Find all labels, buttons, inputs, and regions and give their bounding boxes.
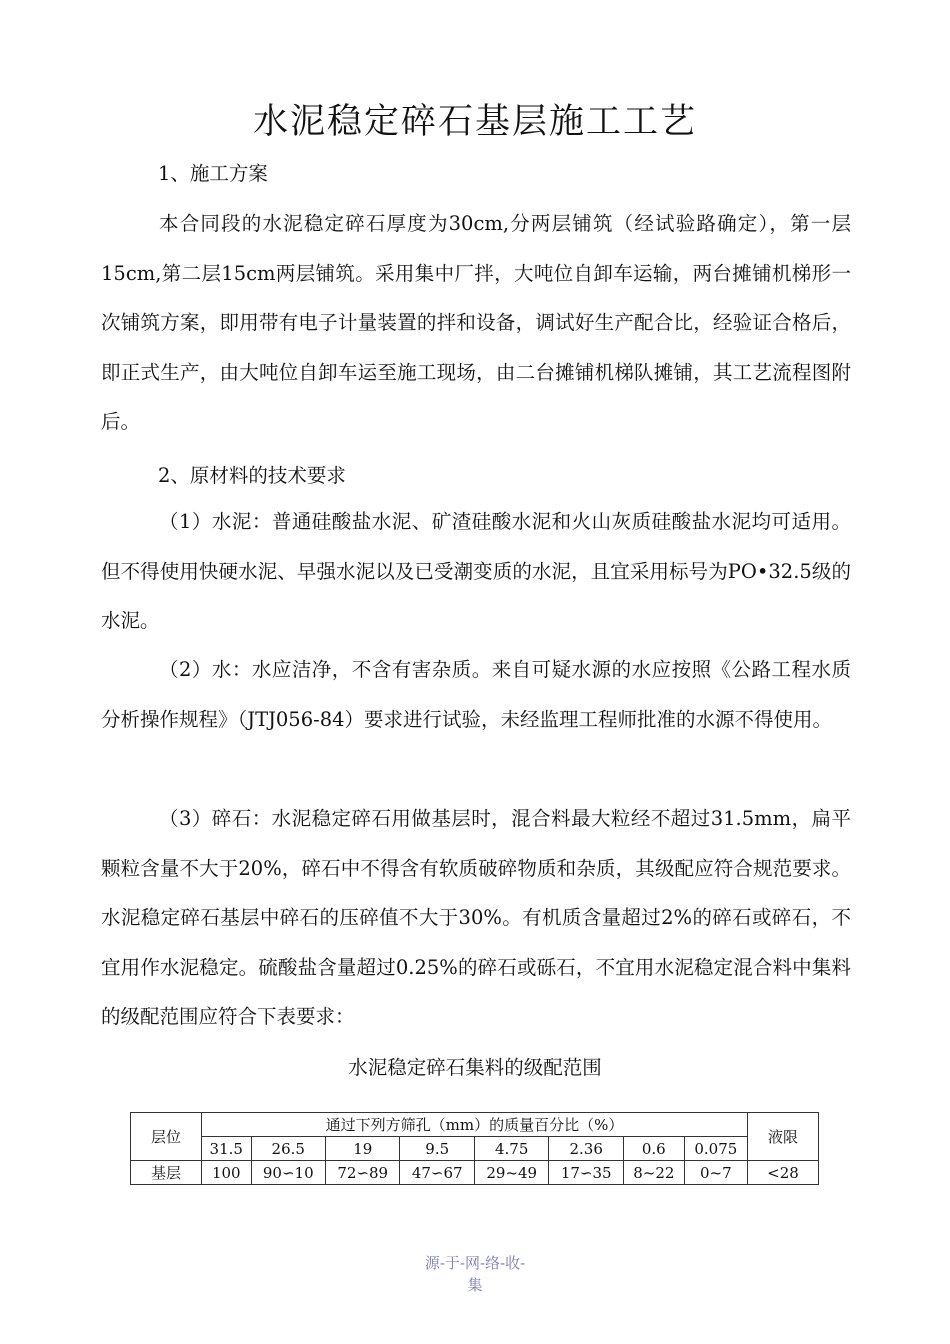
value-cell: 72∽89 xyxy=(326,1161,400,1185)
footer-watermark-line1: 源-于-网-络-收- xyxy=(424,1254,526,1272)
footer-watermark-line2: 集 xyxy=(467,1276,483,1294)
liquid-limit-value-cell: <28 xyxy=(748,1161,819,1185)
header-sieve-group-cell: 通过下列方筛孔（mm）的质量百分比（%） xyxy=(202,1113,748,1137)
sieve-size-cell: 0.6 xyxy=(623,1137,684,1161)
value-cell: 17∽35 xyxy=(549,1161,623,1185)
row-label-cell: 基层 xyxy=(131,1161,202,1185)
grading-table xyxy=(130,1112,819,1185)
value-cell: 0~7 xyxy=(684,1161,747,1185)
table-sieve-row xyxy=(131,1137,819,1161)
section-heading-material-requirements: 2、原材料的技术要求 xyxy=(158,464,346,487)
value-cell: 8~22 xyxy=(623,1161,684,1185)
table-row xyxy=(131,1161,819,1185)
sieve-size-cell: 0.075 xyxy=(684,1137,747,1161)
paragraph-construction-plan: 本合同段的水泥稳定碎石厚度为30cm,分两层铺筑（经试验路确定），第一层15cm,第二层15cm两层铺筑。采用集中厂拌，大吨位自卸车运输，两台摊铺机梯形一次铺筑方案，即用带有电子计量装置的拌和设备，调试好生产配合比，经验证合格后，即正式生产，由大吨位自卸车运至施工现场，由二台摊铺机梯队摊铺，其工艺流程图附后。 xyxy=(101,212,851,433)
value-cell: 100 xyxy=(202,1161,252,1185)
header-liquid-limit-cell: 液限 xyxy=(748,1113,819,1161)
paragraph-gravel: （3）碎石：水泥稳定碎石用做基层时，混合料最大粒经不超过31.5mm，扁平颗粒含量不大于20%，碎石中不得含有软质破碎物质和杂质，其级配应符合规范要求。水泥稳定碎石基层中碎石的压碎值不大于30%。有机质含量超过2%的碎石或碎石，不宜用作水泥稳定。硫酸盐含量超过0.25%的碎石或砾石，不宜用水泥稳定混合料中集料的级配范围应符合下表要求： xyxy=(101,807,851,1028)
value-cell: 29~49 xyxy=(474,1161,548,1185)
sieve-size-cell: 9.5 xyxy=(400,1137,474,1161)
sieve-size-cell: 19 xyxy=(326,1137,400,1161)
sieve-size-cell: 31.5 xyxy=(202,1137,252,1161)
document-title: 水泥稳定碎石基层施工工艺 xyxy=(252,102,697,142)
sieve-size-cell: 2.36 xyxy=(549,1137,623,1161)
sieve-size-cell: 4.75 xyxy=(474,1137,548,1161)
header-layer-cell: 层位 xyxy=(131,1113,202,1161)
paragraph-cement: （1）水泥：普通硅酸盐水泥、矿渣硅酸水泥和火山灰质硅酸盐水泥均可适用。但不得使用快硬水泥、早强水泥以及已受潮变质的水泥，且宜采用标号为PO•32.5级的水泥。 xyxy=(101,510,851,632)
table-caption: 水泥稳定碎石集料的级配范围 xyxy=(348,1056,602,1079)
section-heading-construction-plan: 1、施工方案 xyxy=(158,162,268,185)
value-cell: 47∽67 xyxy=(400,1161,474,1185)
table-header-row xyxy=(131,1113,819,1137)
value-cell: 90∽10 xyxy=(251,1161,325,1185)
sieve-size-cell: 26.5 xyxy=(251,1137,325,1161)
paragraph-water: （2）水：水应洁净，不含有害杂质。来自可疑水源的水应按照《公路工程水质分析操作规程》（JTJ056-84）要求进行试验，未经监理工程师批准的水源不得使用。 xyxy=(101,658,851,731)
